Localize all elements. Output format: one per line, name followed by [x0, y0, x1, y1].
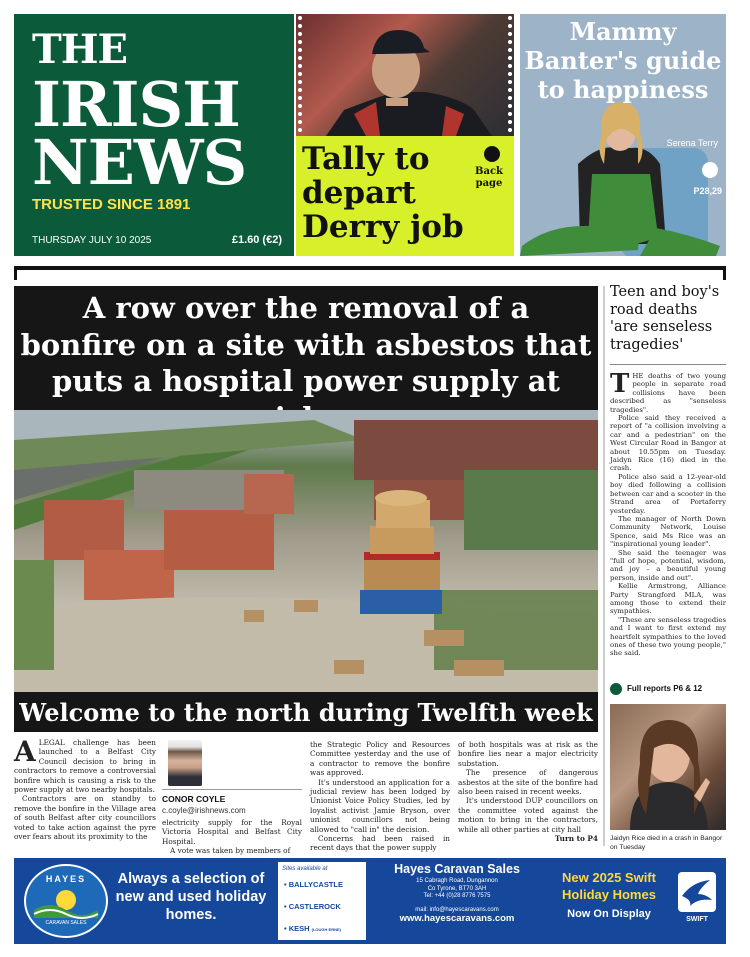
site-kesh	[284, 924, 341, 933]
lead-paragraph: electricity supply for the Royal Victoria Hospital and Belfast City Hospital.	[162, 818, 302, 846]
portrait-illustration	[610, 704, 726, 830]
ad-address-line: Co Tyrone, BT70 3AH	[427, 885, 487, 892]
hayes-logo-sub: CARAVAN SALES	[45, 920, 87, 926]
section-rule	[14, 266, 726, 270]
victim-photo	[610, 704, 726, 830]
mammy-teaser[interactable]	[520, 14, 726, 256]
mammy-author: Serena Terry	[666, 138, 718, 148]
section-rule-left	[14, 266, 17, 280]
tally-teaser[interactable]	[296, 136, 514, 256]
ad-company-block	[372, 862, 542, 924]
swift-line-2: Holiday Homes	[562, 887, 656, 902]
lead-subhead: Welcome to the north during Twelfth week	[19, 698, 593, 727]
ad-email[interactable]: mail: info@hayescaravans.com	[415, 906, 499, 913]
lead-paragraph: Contractors are on standby to remove the bonfire in the Village area of south Belfast after city councillors voted to take action against the pyre over fears about its proximity to the	[14, 794, 156, 842]
masthead-news: NEWS	[32, 126, 247, 199]
site-kesh-label: • KESH	[284, 924, 310, 933]
sidebar-paragraph: She said the teenager was "full of hope, potential, wisdom, and joy – a beautiful young person, inside and out".	[610, 548, 726, 582]
ad-phone[interactable]: Tel: +44 (0)28 8776 7575	[423, 893, 491, 899]
wave-icon	[26, 884, 106, 924]
tally-headline[interactable]: Tally to depart Derry job	[302, 141, 464, 246]
bullet-dot-icon	[484, 146, 500, 162]
byline-name: CONOR COYLE	[162, 794, 226, 804]
sidebar-paragraph: The manager of North Down Community Network, Louise Spence, said Ms Rice was an "inspirational young leader".	[610, 514, 726, 549]
lead-paragraph: It's understood DUP councillors on the committee voted against the motion to bring in the contractors, while all other parties at city hall	[458, 796, 598, 834]
lead-paragraph: the Strategic Policy and Resources Committee yesterday and the use of a contractor to remove the bonfire was approved.	[310, 740, 450, 778]
ad-sites-title: Sites available at	[282, 866, 328, 872]
hayes-logo	[24, 864, 108, 938]
ad-sites-box	[278, 862, 366, 940]
byline-photo	[168, 740, 202, 786]
swift-bird-icon	[678, 872, 716, 912]
issue-price: £1.60 (€2)	[231, 234, 282, 246]
lead-headline-box	[14, 286, 598, 410]
manager-illustration	[296, 14, 514, 136]
lead-paragraph: The presence of dangerous asbestos at the site of the bonfire had also been raised in recent weeks.	[458, 768, 598, 797]
sidebar-paragraph: Kellie Armstrong, Alliance Party Strangford MLA, was among those to extend their sympathies.	[610, 582, 726, 616]
byline-rule	[162, 789, 302, 790]
ad-tagline: Always a selection of new and used holiday homes.	[115, 871, 267, 923]
mammy-page-ref: P28,29	[693, 186, 722, 196]
sidebar-rule	[610, 364, 726, 365]
sidebar-paragraph: Police also said a 12-year-old boy died following a collision between car and a scooter in the Strand area of Portaferry yesterday.	[610, 472, 726, 515]
bullet-dot-icon	[610, 683, 622, 695]
hayes-advert[interactable]	[14, 858, 726, 944]
swift-line-3: Now On Display	[567, 908, 651, 920]
ad-swift-block	[544, 870, 674, 920]
ad-website[interactable]: www.hayescaravans.com	[399, 912, 515, 924]
site-kesh-sub: (LOUGH ERNE)	[311, 927, 341, 932]
ad-company-name: Hayes Caravan Sales	[394, 862, 520, 876]
bonfire-photo[interactable]	[14, 410, 598, 692]
lead-paragraph: A vote was taken by members of	[170, 846, 291, 856]
sidebar-body	[610, 369, 726, 658]
bonfire-aerial-illustration	[14, 410, 598, 692]
bullet-dot-icon	[702, 162, 718, 178]
issue-date: THURSDAY JULY 10 2025	[32, 235, 152, 246]
sidebar-paragraph: HE deaths of two young people in separate road collisions have been described as "senseless tragedies".	[610, 372, 726, 414]
lead-column-3	[310, 740, 450, 853]
masthead-tagline: TRUSTED SINCE 1891	[32, 196, 191, 213]
subhead-box	[14, 692, 598, 732]
sidebar-divider	[603, 286, 605, 846]
masthead	[14, 14, 294, 256]
full-reports-link[interactable]: Full reports P6 & 12	[627, 684, 703, 693]
masthead-the: THE	[32, 26, 128, 73]
dropcap: A	[14, 735, 36, 768]
lead-headline[interactable]: A row over the removal of a bonfire on a site with asbestos that puts a hospital power supply at	[20, 291, 592, 399]
lead-column-4	[458, 740, 598, 843]
lead-column-2	[162, 818, 302, 856]
lead-paragraph: Concerns had been raised in recent days that the power supply	[310, 834, 450, 853]
sidebar-paragraph: "These are senseless tragedies and I want to first extend my heartfelt sympathies to the loved ones of these two young people," she said.	[610, 615, 726, 658]
site-castlerock: • CASTLEROCK	[284, 902, 341, 911]
byline-email[interactable]: c.coyle@irishnews.com	[162, 806, 246, 815]
hayes-logo-text: HAYES	[45, 874, 87, 884]
lead-paragraph: LEGAL challenge has been launched to a Belfast City Council decision to bring in contractors to remove a controversial bonfire which is causing a risk to the power supply at two nearby hospitals.	[14, 738, 156, 795]
swift-logo-label: SWIFT	[686, 916, 708, 923]
lead-column-1	[14, 735, 156, 842]
turn-to-link[interactable]: Turn to P4	[554, 834, 598, 844]
site-ballycastle: • BALLYCASTLE	[284, 880, 344, 889]
sidebar-dropcap: T	[610, 369, 630, 399]
tally-page-ref: Back page	[475, 166, 503, 189]
ad-address	[372, 878, 542, 901]
tally-photo[interactable]	[296, 14, 514, 136]
ad-address-line: 15 Cabragh Road, Dungannon	[416, 878, 498, 884]
lead-paragraph: of both hospitals was at risk as the bonfire lies near a major electricity substation.	[458, 740, 598, 768]
section-rule-right	[723, 266, 726, 280]
sidebar-headline[interactable]: Teen and boy's road deaths 'are senseless tragedies'	[610, 284, 720, 353]
sidebar-paragraph: Police said they received a report of "a collision involving a car and a pedestrian" on the West Circular Road in Bangor at about 10.55pm on Tuesday. Jaidyn Rice (16) died in the crash.	[610, 414, 726, 473]
masthead-irish: IRISH	[32, 68, 240, 141]
swift-line-1: New 2025 Swift	[562, 870, 656, 885]
lead-paragraph: It's understood an application for a judicial review has been lodged by Unionist Voice Policy Studies, led by loyalist activist Jamie Bryson, over unionist councillors not being allowed to "call in" the decision.	[310, 777, 450, 834]
mammy-headline[interactable]: Mammy Banter's guide to happiness	[524, 17, 722, 104]
swift-bird-svg	[678, 872, 716, 912]
photo-caption: Jaidyn Rice died in a crash in Bangor on Tuesday	[610, 835, 723, 851]
